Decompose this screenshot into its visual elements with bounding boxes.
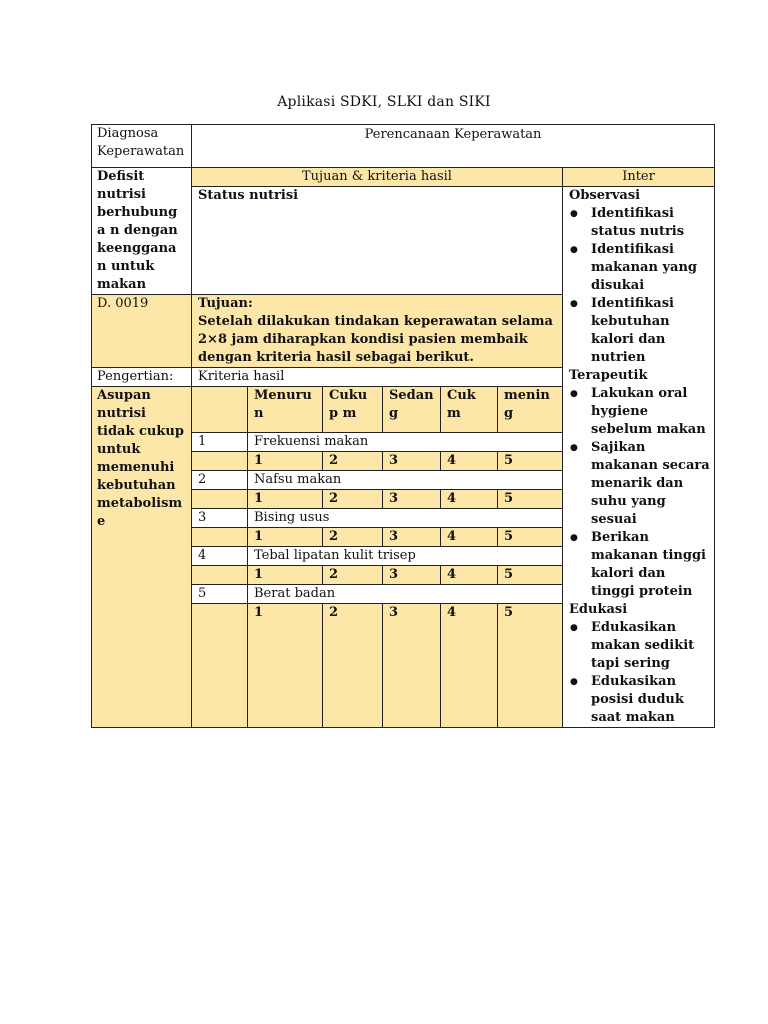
diagnosis-label: Defisit nutrisi berhubunga n dengan keengganan untuk makan xyxy=(97,169,178,292)
header-tujuan: Tujuan & kriteria hasil xyxy=(192,168,563,187)
list-item: ● Edukasikan posisi duduk saat makan xyxy=(569,673,710,727)
score-cell: 3 xyxy=(383,452,441,471)
defisit-cell xyxy=(92,168,192,295)
score-blank xyxy=(192,452,248,471)
scale-header: Cukup m xyxy=(323,387,383,433)
list-item: ● Berikan makanan tinggi kalori dan tinggi protein xyxy=(569,529,710,601)
score-cell: 5 xyxy=(498,566,563,585)
score-cell: 2 xyxy=(323,604,383,728)
diagnosis-code: D. 0019 xyxy=(92,295,192,368)
score-cell: 1 xyxy=(248,528,323,547)
scale-header: Sedang xyxy=(383,387,441,433)
list-item: ● Sajikan makanan secara menarik dan suhu yang sesuai xyxy=(569,439,710,529)
list-item: ● Identifikasi status nutris xyxy=(569,205,710,241)
criterion-number: 1 xyxy=(192,433,248,452)
score-cell: 3 xyxy=(383,566,441,585)
tujuan-label: Tujuan: xyxy=(198,296,253,311)
score-blank xyxy=(192,566,248,585)
score-cell: 1 xyxy=(248,566,323,585)
scale-header: mening xyxy=(498,387,563,433)
score-blank xyxy=(192,490,248,509)
edukasi-heading: Edukasi xyxy=(569,602,628,617)
score-cell: 1 xyxy=(248,490,323,509)
score-cell: 1 xyxy=(248,604,323,728)
scale-blank xyxy=(192,387,248,433)
score-cell: 3 xyxy=(383,604,441,728)
header-inter: Inter xyxy=(563,168,715,187)
criterion-number: 5 xyxy=(192,585,248,604)
list-item: ● Identifikasi kebutuhan kalori dan nutrien xyxy=(569,295,710,367)
score-cell: 4 xyxy=(441,528,498,547)
list-item: ● Lakukan oral hygiene sebelum makan xyxy=(569,385,710,439)
header-diagnosa: Diagnosa Keperawatan xyxy=(92,125,192,168)
terapeutik-heading: Terapeutik xyxy=(569,368,648,383)
score-cell: 5 xyxy=(498,528,563,547)
criterion-number: 4 xyxy=(192,547,248,566)
score-cell: 2 xyxy=(323,452,383,471)
score-cell: 5 xyxy=(498,604,563,728)
list-item: ● Edukasikan makan sedikit tapi sering xyxy=(569,619,710,673)
terapeutik-list xyxy=(569,385,710,601)
score-cell: 3 xyxy=(383,528,441,547)
luaran-cell xyxy=(192,187,563,295)
criterion-name: Frekuensi makan xyxy=(248,433,563,452)
score-cell: 4 xyxy=(441,490,498,509)
score-cell: 5 xyxy=(498,490,563,509)
score-cell: 2 xyxy=(323,528,383,547)
observasi-heading: Observasi xyxy=(569,188,641,203)
score-cell: 4 xyxy=(441,566,498,585)
score-cell: 1 xyxy=(248,452,323,471)
score-cell: 2 xyxy=(323,490,383,509)
criterion-number: 2 xyxy=(192,471,248,490)
criterion-name: Tebal lipatan kulit trisep xyxy=(248,547,563,566)
score-cell: 5 xyxy=(498,452,563,471)
criterion-number: 3 xyxy=(192,509,248,528)
definition-cell xyxy=(92,387,192,728)
care-plan-table xyxy=(91,124,715,728)
kriteria-label: Kriteria hasil xyxy=(192,368,563,387)
definition-text: Asupan nutrisi tidak cukup untuk memenuhi kebutuhan metabolisme xyxy=(97,388,184,529)
score-cell: 4 xyxy=(441,452,498,471)
tujuan-text: Setelah dilakukan tindakan keperawatan selama 2×8 jam diharapkan kondisi pasien membaik dengan kriteria hasil sebagai berikut. xyxy=(198,314,553,365)
score-blank xyxy=(192,604,248,728)
pengertian-label: Pengertian: xyxy=(92,368,192,387)
score-blank xyxy=(192,528,248,547)
tujuan-cell xyxy=(192,295,563,368)
list-item: ● Identifikasi makanan yang disukai xyxy=(569,241,710,295)
scale-header: Menuru n xyxy=(248,387,323,433)
criterion-name: Bising usus xyxy=(248,509,563,528)
scale-header: Cuk m xyxy=(441,387,498,433)
criterion-name: Berat badan xyxy=(248,585,563,604)
criterion-name: Nafsu makan xyxy=(248,471,563,490)
score-cell: 2 xyxy=(323,566,383,585)
intervensi-cell xyxy=(563,187,715,728)
edukasi-list xyxy=(569,619,710,727)
document-title: Aplikasi SDKI, SLKI dan SIKI xyxy=(277,94,491,110)
header-perencanaan: Perencanaan Keperawatan xyxy=(192,125,715,168)
score-cell: 4 xyxy=(441,604,498,728)
observasi-list xyxy=(569,205,710,367)
luaran-label: Status nutrisi xyxy=(198,188,299,203)
score-cell: 3 xyxy=(383,490,441,509)
